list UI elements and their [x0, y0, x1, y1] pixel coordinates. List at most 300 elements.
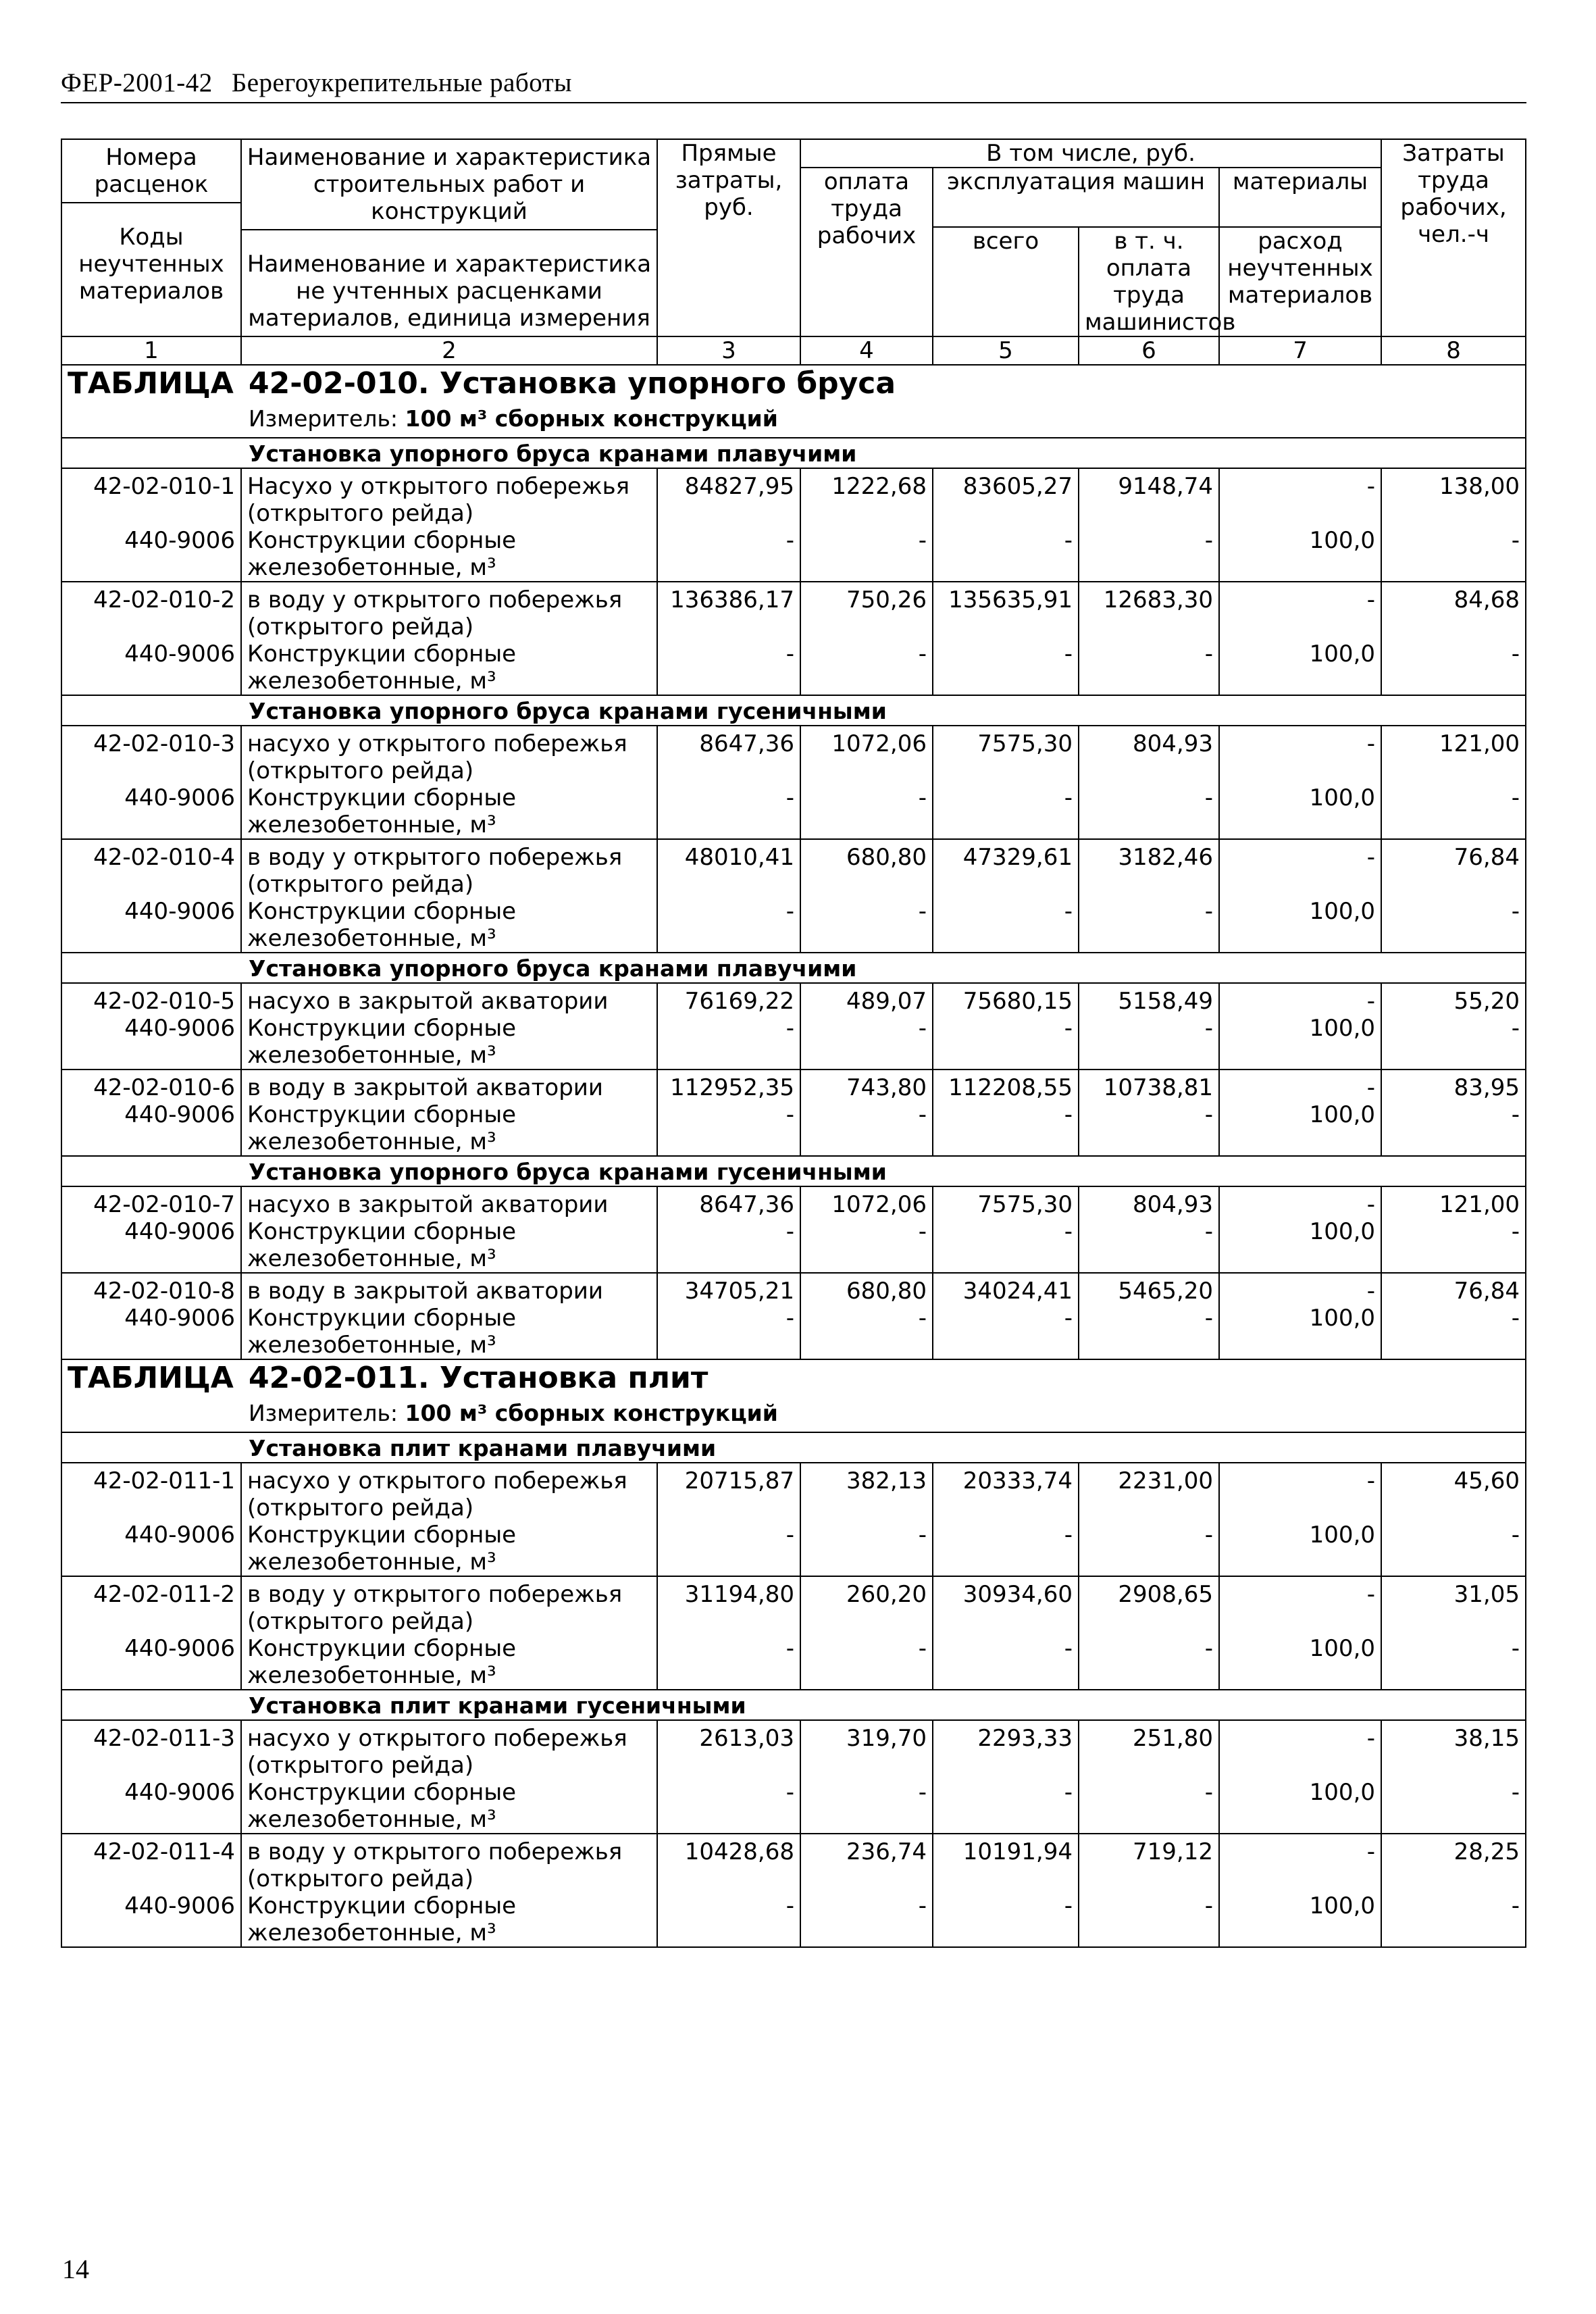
material-consumption: 100,0	[1219, 640, 1381, 695]
wages: 743,80	[800, 1070, 933, 1101]
name-line: Конструкции сборные	[247, 898, 517, 925]
wages: -	[800, 527, 933, 582]
labor-hours: 76,84	[1381, 839, 1526, 898]
meter-value: 100 м³ сборных конструкций	[405, 405, 778, 432]
labor-hours: -	[1381, 1305, 1526, 1359]
machines-total: 83605,27	[933, 468, 1079, 527]
machinists-wages: -	[1079, 784, 1219, 839]
name-line: Конструкции сборные	[247, 784, 517, 811]
machinists-wages: -	[1079, 1218, 1219, 1273]
rate-code: 42-02-011-2	[61, 1576, 241, 1635]
wages: 260,20	[800, 1576, 933, 1635]
wages: 1222,68	[800, 468, 933, 527]
direct-costs: -	[657, 527, 800, 582]
material-consumption: 100,0	[1219, 784, 1381, 839]
material-code: 440-9006	[61, 1521, 241, 1576]
material-consumption: -	[1219, 726, 1381, 784]
machinists-wages: 5465,20	[1079, 1273, 1219, 1305]
wages: 680,80	[800, 1273, 933, 1305]
labor-hours: 138,00	[1381, 468, 1526, 527]
name-cell	[241, 784, 657, 839]
labor-hours: -	[1381, 1521, 1526, 1576]
name-cell	[241, 1101, 657, 1156]
direct-costs: 84827,95	[657, 468, 800, 527]
rate-code: 42-02-011-3	[61, 1720, 241, 1779]
name-line: насухо у открытого побережья	[247, 1725, 627, 1752]
material-code: 440-9006	[61, 1218, 241, 1273]
machinists-wages: 804,93	[1079, 1186, 1219, 1218]
machines-total: -	[933, 1521, 1079, 1576]
table-row	[61, 1463, 1526, 1521]
material-code: 440-9006	[61, 898, 241, 953]
name-cell	[241, 1305, 657, 1359]
name-line: (открытого рейда)	[247, 1865, 474, 1892]
table-row	[61, 1576, 1526, 1635]
machines-total: 135635,91	[933, 582, 1079, 640]
direct-costs: 8647,36	[657, 726, 800, 784]
labor-hours: -	[1381, 1892, 1526, 1947]
name-line: в воду у открытого побережья	[247, 844, 623, 871]
col-header-direct-costs: Прямые затраты, руб.	[657, 139, 800, 336]
direct-costs: -	[657, 1101, 800, 1156]
col-header-machines-total: всего	[933, 227, 1079, 336]
machines-total: -	[933, 898, 1079, 953]
machines-total: 75680,15	[933, 983, 1079, 1015]
name-line: в воду в закрытой акватории	[247, 1074, 603, 1101]
material-code: 440-9006	[61, 1779, 241, 1834]
material-consumption: 100,0	[1219, 1521, 1381, 1576]
machines-total: -	[933, 527, 1079, 582]
name-cell	[241, 726, 657, 784]
table-row	[61, 1070, 1526, 1101]
table-row	[61, 1834, 1526, 1892]
name-line: Конструкции сборные	[247, 1305, 517, 1332]
machines-total: 34024,41	[933, 1273, 1079, 1305]
group-subheading	[61, 695, 1526, 726]
material-consumption: 100,0	[1219, 1635, 1381, 1690]
machinists-wages: -	[1079, 1305, 1219, 1359]
direct-costs: -	[657, 1635, 800, 1690]
name-line: Конструкции сборные	[247, 1218, 517, 1245]
resource-row	[61, 784, 1526, 839]
table-row	[61, 983, 1526, 1015]
labor-hours: 84,68	[1381, 582, 1526, 640]
direct-costs: 2613,03	[657, 1720, 800, 1779]
name-line: железобетонные, м³	[247, 668, 496, 695]
rate-code: 42-02-010-5	[61, 983, 241, 1015]
name-cell	[241, 1576, 657, 1635]
table-word: ТАБЛИЦА	[68, 366, 234, 401]
machines-total: 30934,60	[933, 1576, 1079, 1635]
material-consumption: 100,0	[1219, 1218, 1381, 1273]
name-line: железобетонные, м³	[247, 1245, 496, 1272]
col-header-material-consumption: расход неучтенных материалов	[1219, 227, 1381, 336]
material-consumption: -	[1219, 1186, 1381, 1218]
resource-row	[61, 640, 1526, 695]
machinists-wages: -	[1079, 1779, 1219, 1834]
labor-hours: 31,05	[1381, 1576, 1526, 1635]
name-line: (открытого рейда)	[247, 757, 474, 784]
labor-hours: 121,00	[1381, 726, 1526, 784]
subheading-text: Установка упорного бруса кранами плавучими	[249, 441, 857, 467]
name-line: Конструкции сборные	[247, 1015, 517, 1042]
material-code: 440-9006	[61, 1015, 241, 1070]
col-header-work-name: Наименование и характеристика строительных работ и конструкций	[242, 140, 657, 230]
machines-total: -	[933, 1635, 1079, 1690]
name-line: насухо в закрытой акватории	[247, 1191, 609, 1218]
rate-code: 42-02-010-2	[61, 582, 241, 640]
table-title	[61, 1359, 1526, 1397]
resource-row	[61, 1305, 1526, 1359]
machinists-wages: -	[1079, 527, 1219, 582]
labor-hours: -	[1381, 1779, 1526, 1834]
group-subheading	[61, 1690, 1526, 1720]
labor-hours: -	[1381, 1635, 1526, 1690]
name-line: Конструкции сборные	[247, 527, 517, 554]
rates-table	[61, 139, 1526, 1948]
direct-costs: 20715,87	[657, 1463, 800, 1521]
name-cell	[241, 1635, 657, 1690]
material-consumption: 100,0	[1219, 1101, 1381, 1156]
machines-total: 10191,94	[933, 1834, 1079, 1892]
machines-total: 20333,74	[933, 1463, 1079, 1521]
labor-hours: 121,00	[1381, 1186, 1526, 1218]
running-header	[61, 68, 1526, 103]
resource-row	[61, 898, 1526, 953]
col-header-material-name: Наименование и характеристика не учтенных расценками материалов, единица измерения	[247, 251, 652, 332]
col-header-codes	[61, 139, 241, 336]
material-code: 440-9006	[61, 527, 241, 582]
table-heading: 42-02-010. Установка упорного бруса	[249, 366, 896, 401]
name-cell	[241, 1463, 657, 1521]
table-row	[61, 1720, 1526, 1779]
name-line: железобетонные, м³	[247, 1806, 496, 1833]
name-line: Конструкции сборные	[247, 1635, 517, 1662]
wages: -	[800, 640, 933, 695]
machines-total: -	[933, 640, 1079, 695]
resource-row	[61, 1892, 1526, 1947]
wages: -	[800, 1521, 933, 1576]
direct-costs: -	[657, 1015, 800, 1070]
machinists-wages: -	[1079, 1015, 1219, 1070]
machines-total: 47329,61	[933, 839, 1079, 898]
wages: -	[800, 1218, 933, 1273]
rate-code: 42-02-010-8	[61, 1273, 241, 1305]
material-code: 440-9006	[61, 784, 241, 839]
meter-value: 100 м³ сборных конструкций	[405, 1400, 778, 1426]
name-line: (открытого рейда)	[247, 1752, 474, 1779]
name-line: железобетонные, м³	[247, 1662, 496, 1689]
name-cell	[241, 1273, 657, 1305]
table-title	[61, 365, 1526, 402]
material-code: 440-9006	[61, 1892, 241, 1947]
name-cell	[241, 582, 657, 640]
material-consumption: -	[1219, 468, 1381, 527]
machines-total: -	[933, 1779, 1079, 1834]
name-cell	[241, 1218, 657, 1273]
name-cell	[241, 1720, 657, 1779]
name-cell	[241, 1779, 657, 1834]
table-row	[61, 582, 1526, 640]
col-number: 6	[1079, 336, 1219, 365]
direct-costs: 34705,21	[657, 1273, 800, 1305]
material-consumption: 100,0	[1219, 527, 1381, 582]
name-cell	[241, 1521, 657, 1576]
material-consumption: 100,0	[1219, 1779, 1381, 1834]
wages: -	[800, 1101, 933, 1156]
name-line: железобетонные, м³	[247, 811, 496, 838]
name-line: Конструкции сборные	[247, 640, 517, 668]
col-header-machines: эксплуатация машин	[933, 168, 1219, 227]
machines-total: 7575,30	[933, 726, 1079, 784]
name-line: насухо в закрытой акватории	[247, 988, 609, 1015]
labor-hours: 38,15	[1381, 1720, 1526, 1779]
wages: -	[800, 898, 933, 953]
name-cell	[241, 1186, 657, 1218]
machines-total: -	[933, 1305, 1079, 1359]
material-consumption: -	[1219, 1463, 1381, 1521]
machinists-wages: -	[1079, 1521, 1219, 1576]
group-subheading	[61, 438, 1526, 468]
material-consumption: -	[1219, 1273, 1381, 1305]
labor-hours: -	[1381, 1101, 1526, 1156]
col-number: 3	[657, 336, 800, 365]
material-code: 440-9006	[61, 1635, 241, 1690]
labor-hours: -	[1381, 1015, 1526, 1070]
rate-code: 42-02-010-3	[61, 726, 241, 784]
name-cell	[241, 527, 657, 582]
machines-total: -	[933, 784, 1079, 839]
direct-costs: 48010,41	[657, 839, 800, 898]
group-subheading	[61, 1156, 1526, 1186]
col-number: 2	[241, 336, 657, 365]
machinists-wages: 10738,81	[1079, 1070, 1219, 1101]
name-line: железобетонные, м³	[247, 1919, 496, 1946]
machinists-wages: 9148,74	[1079, 468, 1219, 527]
machines-total: -	[933, 1892, 1079, 1947]
col-header-labor: Затраты труда рабочих, чел.-ч	[1381, 139, 1526, 336]
name-line: (открытого рейда)	[247, 500, 474, 527]
labor-hours: 28,25	[1381, 1834, 1526, 1892]
material-consumption: 100,0	[1219, 1892, 1381, 1947]
material-code: 440-9006	[61, 640, 241, 695]
machinists-wages: -	[1079, 898, 1219, 953]
direct-costs: -	[657, 784, 800, 839]
col-number: 8	[1381, 336, 1526, 365]
name-cell	[241, 640, 657, 695]
table-word: ТАБЛИЦА	[68, 1361, 234, 1395]
labor-hours: 83,95	[1381, 1070, 1526, 1101]
name-cell	[241, 1015, 657, 1070]
resource-row	[61, 1101, 1526, 1156]
wages: 1072,06	[800, 726, 933, 784]
machines-total: -	[933, 1218, 1079, 1273]
labor-hours: -	[1381, 527, 1526, 582]
labor-hours: 45,60	[1381, 1463, 1526, 1521]
material-consumption: -	[1219, 1070, 1381, 1101]
name-line: (открытого рейда)	[247, 613, 474, 640]
resource-row	[61, 1779, 1526, 1834]
table-meter	[61, 1397, 1526, 1432]
rate-code: 42-02-010-1	[61, 468, 241, 527]
name-line: в воду у открытого побережья	[247, 586, 623, 613]
subheading-text: Установка упорного бруса кранами плавучими	[249, 955, 857, 982]
labor-hours: 76,84	[1381, 1273, 1526, 1305]
meter-label: Измеритель:	[249, 1400, 398, 1426]
direct-costs: 76169,22	[657, 983, 800, 1015]
col-header-material-codes: Коды неучтенных материалов	[78, 224, 224, 305]
direct-costs: 10428,68	[657, 1834, 800, 1892]
resource-row	[61, 1521, 1526, 1576]
wages: 319,70	[800, 1720, 933, 1779]
machines-total: 7575,30	[933, 1186, 1079, 1218]
material-consumption: 100,0	[1219, 1305, 1381, 1359]
material-consumption: -	[1219, 1576, 1381, 1635]
name-line: в воду в закрытой акватории	[247, 1278, 603, 1305]
name-cell	[241, 983, 657, 1015]
resource-row	[61, 1218, 1526, 1273]
machines-total: -	[933, 1101, 1079, 1156]
name-line: Конструкции сборные	[247, 1779, 517, 1806]
subheading-text: Установка упорного бруса кранами гусеничными	[249, 1159, 887, 1185]
wages: 382,13	[800, 1463, 933, 1521]
machinists-wages: 3182,46	[1079, 839, 1219, 898]
direct-costs: 136386,17	[657, 582, 800, 640]
material-consumption: 100,0	[1219, 898, 1381, 953]
table-heading: 42-02-011. Установка плит	[249, 1361, 709, 1395]
name-line: Конструкции сборные	[247, 1521, 517, 1549]
name-line: (открытого рейда)	[247, 1494, 474, 1521]
rate-code: 42-02-010-6	[61, 1070, 241, 1101]
col-header-including: В том числе, руб.	[800, 139, 1381, 168]
material-consumption: -	[1219, 1834, 1381, 1892]
name-line: (открытого рейда)	[247, 1608, 474, 1635]
rate-code: 42-02-011-1	[61, 1463, 241, 1521]
subheading-text: Установка плит кранами гусеничными	[249, 1692, 746, 1719]
machines-total: 112208,55	[933, 1070, 1079, 1101]
document-section-title: Берегоукрепительные работы	[231, 68, 572, 97]
material-consumption: -	[1219, 839, 1381, 898]
machines-total: -	[933, 1015, 1079, 1070]
direct-costs: -	[657, 640, 800, 695]
machinists-wages: -	[1079, 640, 1219, 695]
meter-label: Измеритель:	[249, 405, 398, 432]
labor-hours: -	[1381, 898, 1526, 953]
name-cell	[241, 1070, 657, 1101]
material-consumption: -	[1219, 1720, 1381, 1779]
material-code: 440-9006	[61, 1305, 241, 1359]
table-row	[61, 1186, 1526, 1218]
labor-hours: -	[1381, 640, 1526, 695]
col-number: 4	[800, 336, 933, 365]
col-header-wages: оплата труда рабочих	[800, 168, 933, 336]
name-line: в воду у открытого побережья	[247, 1838, 623, 1865]
machinists-wages: 719,12	[1079, 1834, 1219, 1892]
machinists-wages: 804,93	[1079, 726, 1219, 784]
direct-costs: 31194,80	[657, 1576, 800, 1635]
group-subheading	[61, 1432, 1526, 1463]
direct-costs: 112952,35	[657, 1070, 800, 1101]
labor-hours: -	[1381, 784, 1526, 839]
material-code: 440-9006	[61, 1101, 241, 1156]
wages: -	[800, 784, 933, 839]
wages: 750,26	[800, 582, 933, 640]
wages: 680,80	[800, 839, 933, 898]
name-line: Насухо у открытого побережья	[247, 473, 630, 500]
table-row	[61, 468, 1526, 527]
labor-hours: -	[1381, 1218, 1526, 1273]
rate-code: 42-02-011-4	[61, 1834, 241, 1892]
material-consumption: -	[1219, 582, 1381, 640]
wages: -	[800, 1015, 933, 1070]
machinists-wages: -	[1079, 1101, 1219, 1156]
page-number: 14	[62, 2254, 89, 2284]
rate-code: 42-02-010-4	[61, 839, 241, 898]
name-line: (открытого рейда)	[247, 871, 474, 898]
wages: -	[800, 1305, 933, 1359]
material-consumption: -	[1219, 983, 1381, 1015]
name-cell	[241, 468, 657, 527]
machines-total: 2293,33	[933, 1720, 1079, 1779]
col-header-rate-numbers: Номера расценок	[62, 140, 240, 203]
name-line: железобетонные, м³	[247, 554, 496, 581]
rate-code: 42-02-010-7	[61, 1186, 241, 1218]
labor-hours: 55,20	[1381, 983, 1526, 1015]
name-line: Конструкции сборные	[247, 1892, 517, 1919]
col-number: 7	[1219, 336, 1381, 365]
direct-costs: -	[657, 898, 800, 953]
name-cell	[241, 1834, 657, 1892]
col-header-materials: материалы	[1219, 168, 1381, 227]
machinists-wages: -	[1079, 1635, 1219, 1690]
machinists-wages: 251,80	[1079, 1720, 1219, 1779]
name-line: железобетонные, м³	[247, 925, 496, 952]
wages: 489,07	[800, 983, 933, 1015]
name-cell	[241, 1892, 657, 1947]
name-cell	[241, 898, 657, 953]
name-cell	[241, 839, 657, 898]
name-line: железобетонные, м³	[247, 1549, 496, 1576]
name-line: железобетонные, м³	[247, 1332, 496, 1359]
name-line: насухо у открытого побережья	[247, 730, 627, 757]
wages: -	[800, 1892, 933, 1947]
table-row	[61, 839, 1526, 898]
table-row	[61, 726, 1526, 784]
direct-costs: -	[657, 1779, 800, 1834]
wages: 236,74	[800, 1834, 933, 1892]
col-number: 5	[933, 336, 1079, 365]
name-line: в воду у открытого побережья	[247, 1581, 623, 1608]
col-number: 1	[61, 336, 241, 365]
wages: 1072,06	[800, 1186, 933, 1218]
subheading-text: Установка плит кранами плавучими	[249, 1435, 717, 1461]
direct-costs: -	[657, 1218, 800, 1273]
name-line: Конструкции сборные	[247, 1101, 517, 1128]
machinists-wages: 2231,00	[1079, 1463, 1219, 1521]
table-meter	[61, 402, 1526, 438]
machinists-wages: 12683,30	[1079, 582, 1219, 640]
subheading-text: Установка упорного бруса кранами гусеничными	[249, 698, 887, 724]
table-row	[61, 1273, 1526, 1305]
machinists-wages: 5158,49	[1079, 983, 1219, 1015]
material-consumption: 100,0	[1219, 1015, 1381, 1070]
resource-row	[61, 1015, 1526, 1070]
machinists-wages: 2908,65	[1079, 1576, 1219, 1635]
resource-row	[61, 1635, 1526, 1690]
resource-row	[61, 527, 1526, 582]
machinists-wages: -	[1079, 1892, 1219, 1947]
direct-costs: -	[657, 1892, 800, 1947]
